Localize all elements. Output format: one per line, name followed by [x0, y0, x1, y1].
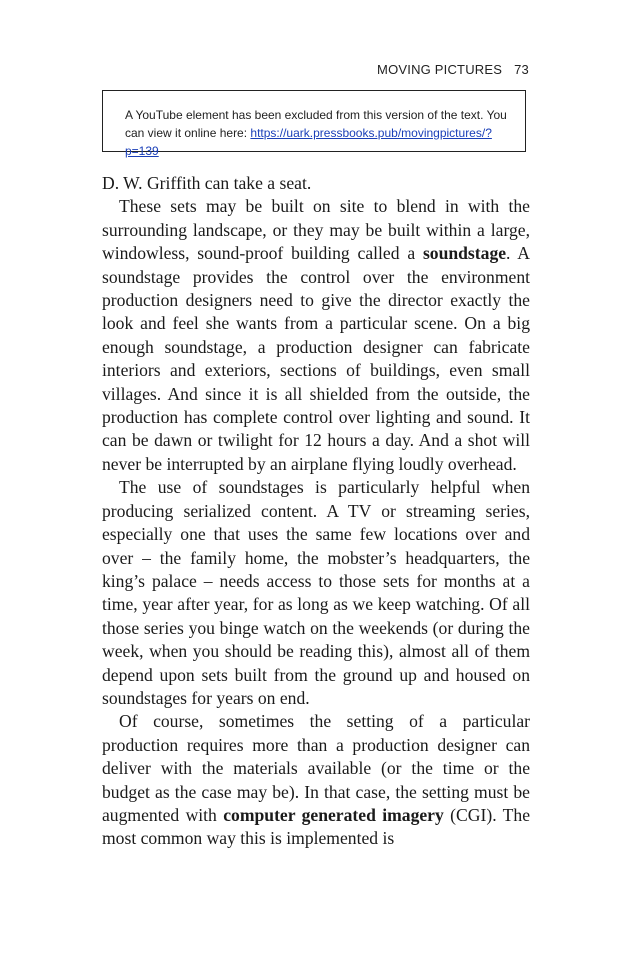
running-title: MOVING PICTURES	[377, 62, 503, 77]
paragraph-4	[102, 710, 530, 850]
paragraph-3-text: The use of soundstages is particularly helpful when producing serialized content. A TV or streaming series, especially one that uses the same few locations over and over – the family home, the mobster’s headquarters, the king’s palace – needs access to those sets for months at a time, year after year, for as long as we keep watching. Of all those series you binge watch on the weekends (or during the week, when you should be reading this), almost all of them depend upon sets built from the ground up and housed on soundstages for years on end.	[102, 477, 530, 708]
notice-link[interactable]: https://uark.pressbooks.pub/movingpictures/?p=139	[125, 126, 492, 158]
term-soundstage: soundstage	[422, 243, 507, 264]
paragraph-3	[102, 476, 530, 710]
page-number: 73	[514, 62, 529, 77]
paragraph-2-text-b: . A soundstage provides the control over the environment production designers need to give the director exactly the look and feel she wants from a particular scene. On a big enough soundstage, a production designer can fabricate interiors and exteriors, sections of buildings, even small villages. And since it is all shielded from the outside, the production has complete control over lighting and sound. It can be dawn or twilight for 12 hours a day. And a shot will never be interrupted by an airplane flying loudly overhead.	[102, 243, 530, 474]
paragraph-1	[102, 172, 530, 195]
youtube-excluded-notice	[102, 90, 526, 158]
paragraph-4-text-a: Of course, sometimes the setting of a particular production requires more than a production designer can deliver with the materials available (or the time or the budget as the case may be). In that case, the setting must be augmented with	[102, 711, 530, 825]
paragraph-2	[102, 195, 530, 476]
term-cgi: computer generated imagery	[223, 804, 444, 825]
body-text	[102, 172, 530, 851]
running-head	[377, 62, 529, 77]
paragraph-2-text-a: These sets may be built on site to blend in with the surrounding landscape, or they may be built within a large, windowless, sound-proof building called a	[102, 196, 530, 264]
paragraph-1-text: D. W. Griffith can take a seat.	[102, 173, 312, 193]
notice-text: A YouTube element has been excluded from this version of the text. You can view it online here:	[125, 108, 507, 140]
paragraph-4-text-b: (CGI). The most common way this is implemented is	[102, 804, 531, 849]
